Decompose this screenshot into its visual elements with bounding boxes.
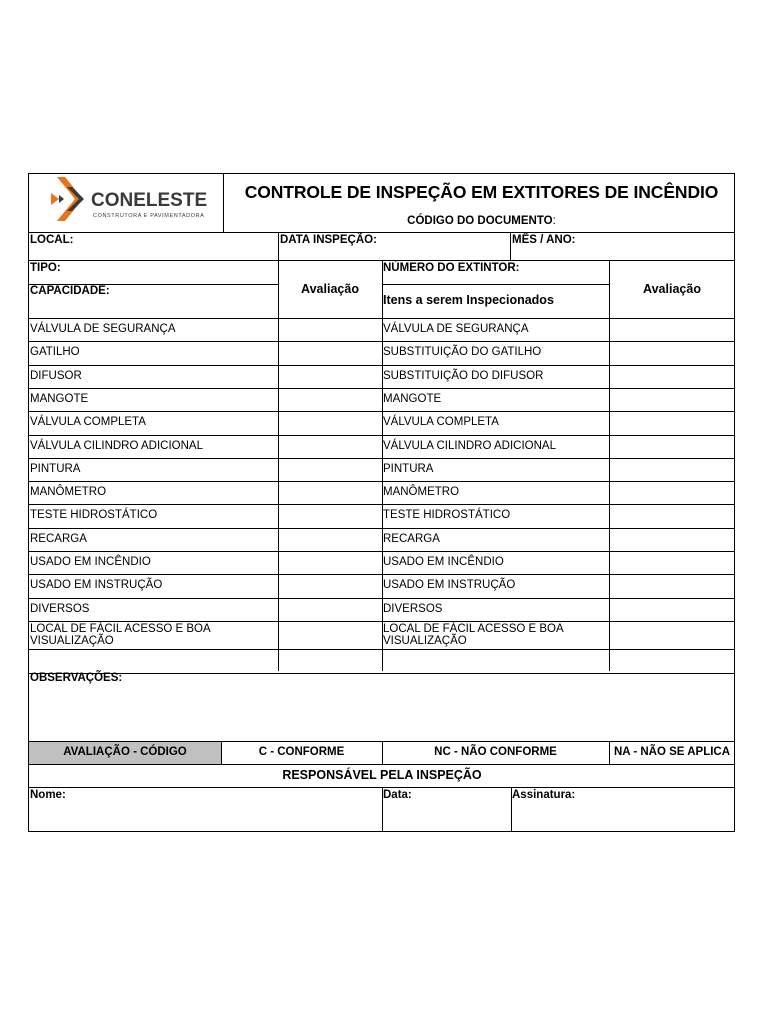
inspection-form (28, 173, 735, 832)
item-right-label: LOCAL DE FÁCIL ACESSO E BOA VISUALIZAÇÃO (383, 622, 564, 647)
item-left-label: VÁLVULA CILINDRO ADICIONAL (30, 439, 203, 452)
item-left-evaluation-cell[interactable] (279, 574, 382, 597)
logo-tagline-text: CONSTRUTORA E PAVIMENTADORA (93, 213, 205, 219)
company-logo (49, 177, 219, 229)
logo-brand-text: CONELESTE (91, 190, 208, 211)
signature-field-label: Assinatura: (512, 789, 576, 801)
item-left-evaluation-cell[interactable] (279, 481, 382, 504)
inspection-date-label: DATA INSPEÇÃO: (280, 234, 377, 246)
date-field-label: Data: (383, 789, 412, 801)
item-right-label: TESTE HIDROSTÁTICO (383, 509, 511, 522)
item-right-evaluation-cell[interactable] (610, 318, 735, 341)
item-left-evaluation-cell[interactable] (279, 435, 382, 458)
evaluation-header-left: Avaliação (301, 282, 359, 296)
item-left-evaluation-cell[interactable] (279, 621, 382, 649)
item-right-evaluation-cell[interactable] (610, 458, 735, 481)
item-right-label: VÁLVULA CILINDRO ADICIONAL (383, 439, 556, 452)
legend-nao-conforme: NC - NÃO CONFORME (434, 746, 557, 758)
item-right-label: RECARGA (383, 532, 440, 545)
page-title: CONTROLE DE INSPEÇÃO EM EXTITORES DE INCÊNDIO (244, 182, 719, 202)
item-left-evaluation-cell[interactable] (279, 551, 382, 574)
item-left-label: RECARGA (30, 532, 87, 545)
item-right-evaluation-cell[interactable] (610, 574, 735, 597)
item-left-evaluation-cell[interactable] (279, 598, 382, 621)
type-label: TIPO: (30, 262, 61, 274)
item-right-evaluation-cell[interactable] (610, 411, 735, 434)
item-left-evaluation-cell[interactable] (279, 388, 382, 411)
item-right-label: MANGOTE (383, 392, 442, 405)
item-left-evaluation-cell[interactable] (279, 504, 382, 527)
item-left-evaluation-cell[interactable] (279, 365, 382, 388)
item-right-label: VÁLVULA DE SEGURANÇA (383, 323, 529, 335)
month-year-label: MÊS / ANO: (512, 234, 576, 246)
item-left-label: USADO EM INCÊNDIO (30, 556, 151, 568)
item-right-evaluation-cell[interactable] (610, 435, 735, 458)
item-left-evaluation-cell[interactable] (279, 458, 382, 481)
legend-nao-se-aplica: NA - NÃO SE APLICA (613, 746, 731, 758)
item-left-label: TESTE HIDROSTÁTICO (30, 509, 158, 522)
item-right-evaluation-cell[interactable] (610, 341, 735, 364)
item-right-label: VÁLVULA COMPLETA (383, 416, 499, 429)
item-right-label: SUBSTITUIÇÃO DO DIFUSOR (383, 369, 544, 382)
item-left-label: DIFUSOR (30, 369, 82, 382)
item-left-evaluation-cell[interactable] (279, 411, 382, 434)
item-right-evaluation-cell[interactable] (610, 504, 735, 527)
item-right-label: USADO EM INCÊNDIO (383, 556, 504, 568)
item-left-label: VÁLVULA COMPLETA (30, 416, 146, 429)
item-left-label: VÁLVULA DE SEGURANÇA (30, 323, 176, 335)
item-right-label: MANÔMETRO (383, 486, 460, 499)
item-left-label: PINTURA (30, 462, 81, 475)
document-code-label: CÓDIGO DO DOCUMENTO: (407, 215, 556, 227)
local-field-label: LOCAL: (30, 234, 74, 246)
item-right-label: USADO EM INSTRUÇÃO (383, 579, 516, 592)
item-right-evaluation-cell[interactable] (610, 481, 735, 504)
item-right-evaluation-cell[interactable] (610, 598, 735, 621)
item-right-evaluation-cell[interactable] (610, 551, 735, 574)
legend-conforme: C - CONFORME (258, 746, 345, 758)
item-right-label: PINTURA (383, 462, 434, 475)
observations-label: OBSERVAÇÕES: (30, 672, 123, 684)
item-left-label: MANÔMETRO (30, 486, 107, 499)
item-right-evaluation-cell[interactable] (610, 621, 735, 649)
items-to-inspect-header: Itens a serem Inspecionados (383, 293, 554, 307)
item-right-evaluation-cell[interactable] (610, 528, 735, 551)
item-left-evaluation-cell[interactable] (279, 341, 382, 364)
evaluation-header-right: Avaliação (643, 282, 701, 296)
item-left-evaluation-cell[interactable] (279, 318, 382, 341)
item-right-label: DIVERSOS (383, 602, 443, 615)
item-right-evaluation-cell[interactable] (610, 388, 735, 411)
item-left-label: MANGOTE (30, 392, 89, 405)
name-field-label: Nome: (30, 789, 66, 801)
responsible-title: RESPONSÁVEL PELA INSPEÇÃO (282, 768, 482, 782)
item-right-label: SUBSTITUIÇÃO DO GATILHO (383, 346, 542, 359)
extinguisher-number-label: NÚMERO DO EXTINTOR: (383, 262, 520, 274)
item-left-label: GATILHO (30, 346, 80, 359)
capacity-label: CAPACIDADE: (30, 285, 110, 297)
item-right-evaluation-cell[interactable] (610, 365, 735, 388)
item-left-label: DIVERSOS (30, 602, 90, 615)
item-left-label: USADO EM INSTRUÇÃO (30, 579, 163, 592)
legend-title: AVALIAÇÃO - CÓDIGO (63, 746, 187, 758)
item-left-label: LOCAL DE FÁCIL ACESSO E BOA VISUALIZAÇÃO (30, 622, 211, 647)
item-left-evaluation-cell[interactable] (279, 528, 382, 551)
